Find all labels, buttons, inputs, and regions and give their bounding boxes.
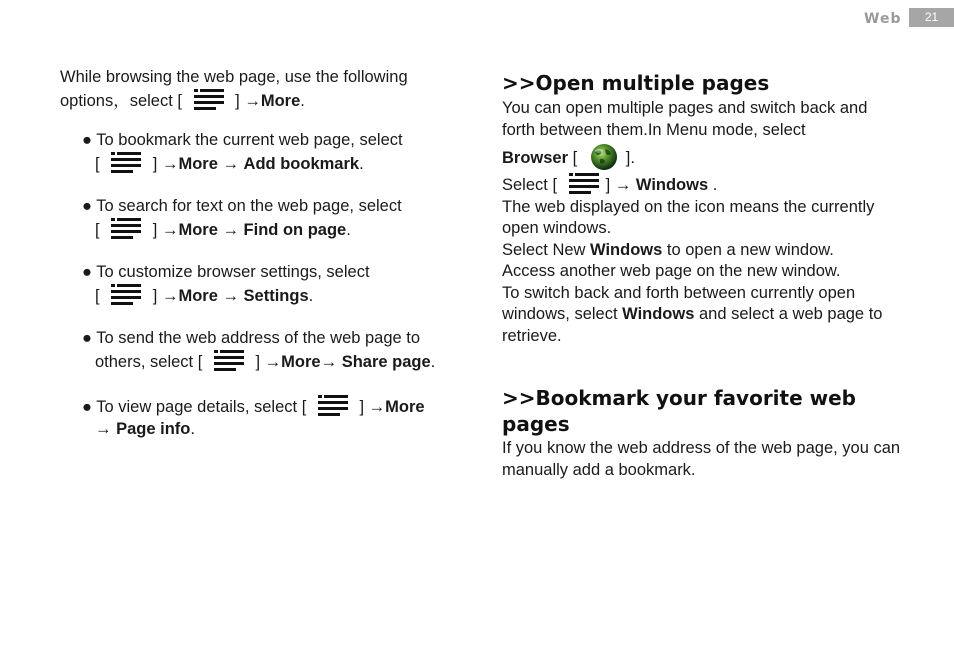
- bullet-settings: [82, 261, 462, 307]
- bracket-close: ] →: [152, 221, 179, 239]
- menu-icon: [213, 349, 245, 373]
- intro-text: While browsing the web page, use the following options，select [: [60, 68, 408, 110]
- new-window-text-end: to open a new window.: [662, 240, 834, 259]
- bullet-text: ● To customize browser settings, select: [82, 263, 370, 281]
- target-label: Share page: [341, 353, 431, 371]
- bracket-open: [: [568, 149, 578, 167]
- arrow: →: [320, 353, 342, 371]
- bracket-close: ] →: [255, 353, 282, 371]
- paragraph-icon-description: The web displayed on the icon means the currently open windows.: [502, 197, 875, 237]
- menu-icon: [193, 88, 225, 112]
- more-label: More: [260, 92, 301, 110]
- globe-icon: [588, 143, 620, 171]
- bullet-text: ● To send the web address of the web page to: [82, 329, 421, 347]
- period: .: [430, 353, 436, 371]
- arrow: →: [217, 155, 244, 173]
- more-label: More: [385, 398, 425, 416]
- page-number: 21: [909, 8, 954, 27]
- bullet-text: ● To search for text on the web page, select: [82, 197, 402, 215]
- select-end: .: [708, 176, 718, 194]
- bullet-share-page: [82, 327, 482, 373]
- switch-text: To switch back and forth between currently open windows, select: [502, 283, 856, 323]
- more-label: More: [178, 155, 218, 173]
- paragraph-new-window: [502, 240, 922, 262]
- period: .: [359, 155, 364, 173]
- heading-open-multiple-pages: >>Open multiple pages: [502, 71, 770, 95]
- windows-label: Windows: [635, 176, 709, 194]
- bracket-open: [: [95, 155, 100, 173]
- period: .: [346, 221, 351, 239]
- target-label: Settings: [243, 287, 309, 305]
- period: .: [190, 420, 195, 438]
- paragraph-switch: [502, 283, 897, 348]
- paragraph-bookmark: If you know the web address of the web page, you can manually add a bookmark.: [502, 439, 901, 479]
- menu-icon: [110, 151, 142, 175]
- left-column: [60, 66, 470, 438]
- bracket-open: [: [95, 287, 100, 305]
- menu-icon: [568, 172, 600, 196]
- bullet-text-line2: others, select [: [95, 353, 203, 371]
- menu-icon: [317, 394, 349, 418]
- menu-icon: [110, 217, 142, 241]
- more-label: More: [178, 221, 218, 239]
- paragraph-access-page: Access another web page on the new window.: [502, 262, 841, 280]
- target-label: Add bookmark: [243, 155, 360, 173]
- intro-paragraph: [60, 66, 440, 112]
- more-label: More: [281, 353, 321, 371]
- paragraph-intro: You can open multiple pages and switch back and forth between them.In Menu mode, select: [502, 99, 868, 139]
- more-label: More: [178, 287, 218, 305]
- switch-text-end: and select a web page to retrieve.: [502, 305, 883, 345]
- browser-line: [502, 143, 922, 171]
- browser-label: Browser: [502, 149, 569, 167]
- select-arrow: ] →: [605, 176, 636, 194]
- target-label: Find on page: [243, 221, 347, 239]
- bullet-text: ● To view page details, select [: [82, 398, 307, 416]
- period: .: [308, 287, 314, 305]
- arrow: →: [95, 420, 117, 438]
- arrow: →: [217, 221, 244, 239]
- section-title: Web: [864, 11, 902, 27]
- bullet-page-info: [82, 394, 462, 440]
- bullet-text: ● To bookmark the current web page, select: [82, 131, 403, 149]
- select-windows-line: [502, 172, 922, 197]
- menu-icon: [110, 283, 142, 307]
- windows-label: Windows: [622, 305, 695, 323]
- target-label: Page info: [116, 420, 191, 438]
- windows-label: Windows: [590, 240, 663, 259]
- bracket-close: ] →: [152, 287, 179, 305]
- bracket-close: ] →: [359, 398, 386, 416]
- intro-period: .: [300, 92, 305, 110]
- bracket-open: [: [95, 221, 100, 239]
- arrow: →: [217, 287, 244, 305]
- right-column: [502, 70, 922, 481]
- bracket-close: ].: [625, 149, 635, 167]
- select-text: Select [: [502, 176, 558, 194]
- new-window-text: Select New: [502, 240, 591, 259]
- intro-arrow: ] →: [235, 92, 261, 110]
- bracket-close: ] →: [152, 155, 179, 173]
- bullet-add-bookmark: [82, 129, 462, 175]
- heading-bookmark-favorite: >>Bookmark your favorite web pages: [502, 386, 856, 436]
- bullet-find-on-page: [82, 195, 462, 241]
